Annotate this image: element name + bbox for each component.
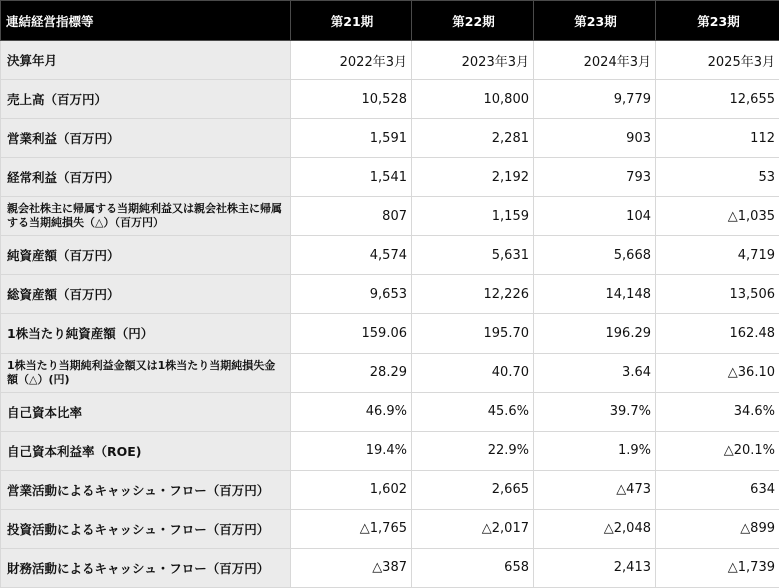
cell-value: 5,631 (412, 236, 534, 275)
table-row (1, 158, 779, 197)
cell-value: 159.06 (291, 314, 412, 353)
row-label: 営業利益（百万円） (1, 119, 291, 158)
table-row (1, 431, 779, 470)
cell-value: 4,574 (291, 236, 412, 275)
cell-value: 10,528 (291, 80, 412, 119)
row-label: 自己資本比率 (1, 392, 291, 431)
table-row (1, 509, 779, 548)
cell-value: △1,739 (656, 548, 779, 587)
table-row (1, 41, 779, 80)
cell-value: 12,655 (656, 80, 779, 119)
cell-value: 40.70 (412, 353, 534, 392)
cell-value: 2,665 (412, 470, 534, 509)
row-label: 自己資本利益率（ROE) (1, 431, 291, 470)
cell-value: 196.29 (534, 314, 656, 353)
cell-value: 104 (534, 197, 656, 236)
cell-value: 12,226 (412, 275, 534, 314)
cell-value: 903 (534, 119, 656, 158)
cell-value: 1.9% (534, 431, 656, 470)
cell-value: 793 (534, 158, 656, 197)
cell-value: △387 (291, 548, 412, 587)
cell-value: 1,541 (291, 158, 412, 197)
cell-value: △1,765 (291, 509, 412, 548)
cell-value: △2,017 (412, 509, 534, 548)
period-header: 第23期 (534, 1, 656, 41)
cell-value: 4,719 (656, 236, 779, 275)
period-header: 第22期 (412, 1, 534, 41)
period-header: 第21期 (291, 1, 412, 41)
cell-value: 45.6% (412, 392, 534, 431)
cell-value: 658 (412, 548, 534, 587)
row-label: 経常利益（百万円） (1, 158, 291, 197)
cell-value: 2,192 (412, 158, 534, 197)
row-label: 決算年月 (1, 41, 291, 80)
table-row (1, 470, 779, 509)
cell-value: △473 (534, 470, 656, 509)
row-label: 純資産額（百万円） (1, 236, 291, 275)
cell-value: 34.6% (656, 392, 779, 431)
cell-value: 2023年3月 (412, 41, 534, 80)
row-label: 財務活動によるキャッシュ・フロー（百万円） (1, 548, 291, 587)
table-row (1, 392, 779, 431)
table-row (1, 353, 779, 392)
cell-value: 807 (291, 197, 412, 236)
table-row (1, 275, 779, 314)
cell-value: △36.10 (656, 353, 779, 392)
table-header-row (1, 1, 779, 41)
cell-value: △1,035 (656, 197, 779, 236)
row-label: 1株当たり当期純利益金額又は1株当たり当期純損失金額（△）(円) (1, 353, 291, 392)
cell-value: 53 (656, 158, 779, 197)
cell-value: 46.9% (291, 392, 412, 431)
table-row (1, 548, 779, 587)
cell-value: 162.48 (656, 314, 779, 353)
cell-value: 39.7% (534, 392, 656, 431)
table-row (1, 236, 779, 275)
table-row (1, 80, 779, 119)
cell-value: 28.29 (291, 353, 412, 392)
cell-value: 19.4% (291, 431, 412, 470)
cell-value: 1,591 (291, 119, 412, 158)
row-label: 親会社株主に帰属する当期純利益又は親会社株主に帰属する当期純損失（△）（百万円） (1, 197, 291, 236)
row-label: 総資産額（百万円） (1, 275, 291, 314)
cell-value: 2025年3月 (656, 41, 779, 80)
cell-value: △20.1% (656, 431, 779, 470)
cell-value: 195.70 (412, 314, 534, 353)
cell-value: 1,159 (412, 197, 534, 236)
cell-value: 2,413 (534, 548, 656, 587)
table-row (1, 119, 779, 158)
cell-value: 1,602 (291, 470, 412, 509)
cell-value: 5,668 (534, 236, 656, 275)
cell-value: 13,506 (656, 275, 779, 314)
period-header: 第23期 (656, 1, 779, 41)
cell-value: 10,800 (412, 80, 534, 119)
table-title: 連結経営指標等 (1, 1, 291, 41)
cell-value: △899 (656, 509, 779, 548)
cell-value: 2,281 (412, 119, 534, 158)
cell-value: 9,653 (291, 275, 412, 314)
row-label: 売上高（百万円） (1, 80, 291, 119)
cell-value: 2022年3月 (291, 41, 412, 80)
table-row (1, 197, 779, 236)
cell-value: 2024年3月 (534, 41, 656, 80)
row-label: 1株当たり純資産額（円） (1, 314, 291, 353)
cell-value: 14,148 (534, 275, 656, 314)
row-label: 投資活動によるキャッシュ・フロー（百万円） (1, 509, 291, 548)
cell-value: 3.64 (534, 353, 656, 392)
cell-value: 634 (656, 470, 779, 509)
cell-value: △2,048 (534, 509, 656, 548)
table-row (1, 314, 779, 353)
cell-value: 22.9% (412, 431, 534, 470)
row-label: 営業活動によるキャッシュ・フロー（百万円） (1, 470, 291, 509)
cell-value: 112 (656, 119, 779, 158)
cell-value: 9,779 (534, 80, 656, 119)
